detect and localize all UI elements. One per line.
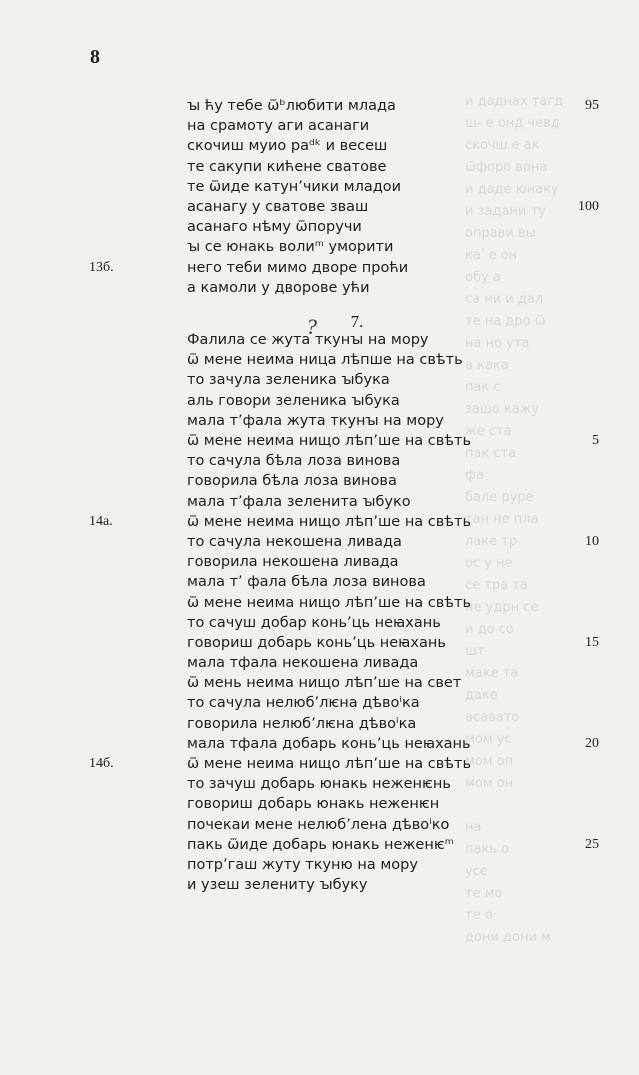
poem-line: то зачуш добарь юнакь неженѥнь — [187, 776, 451, 793]
poem-line: асанагу у сватове зваш — [187, 198, 369, 215]
poem-line: ѿ мене неима ница лѣпше на свѣть — [187, 352, 463, 369]
bleed-line: усе — [465, 864, 488, 879]
bleed-line: шт — [465, 644, 485, 659]
bleed-line: и задани ту — [465, 204, 546, 219]
poem-line: и узеш зелениту ꙑбуку — [187, 877, 368, 894]
bleed-line: са ни и дал — [465, 292, 544, 307]
poem-line: говорила некошена ливада — [187, 554, 399, 571]
poem-line: говориш добарь юнакь неженѥн — [187, 796, 440, 813]
bleed-line: же ста — [465, 424, 512, 439]
poem-line: те сакупи кићене сватове — [187, 158, 387, 175]
poem-line: ѿ мене неима нищо лѣп’ше на свѣть — [187, 513, 472, 530]
poem-line: мала тфала добарь конь’ць неꙗхань — [187, 735, 471, 752]
poem-line: то сачуш добар конь’ць неꙗхань — [187, 614, 441, 631]
bleed-line: зашо кажу — [465, 402, 540, 417]
verse-line-number: 15 — [585, 635, 599, 651]
bleed-line: и даднах тагд — [465, 94, 564, 109]
poem-line: то сачула бѣла лоза винова — [187, 453, 401, 470]
poem-line: него теби мимо дворе проћи — [187, 259, 409, 276]
bleed-line: даке — [465, 688, 498, 703]
poem-line: мала т’фала зеленита ꙑбуко — [187, 493, 411, 510]
bleed-line: пак ста — [465, 446, 517, 461]
poem-line: то зачула зеленика ꙑбука — [187, 372, 390, 389]
verse-line-number: 5 — [592, 433, 599, 449]
page-number: 8 — [90, 46, 100, 68]
bleed-line: маке та — [465, 666, 519, 681]
bleed-line: дони дони м — [465, 930, 551, 945]
poem-line: асанаго нѣму ѿпоручи — [187, 219, 362, 236]
section-number: 7. — [350, 312, 364, 331]
verse-line-number: 100 — [578, 199, 599, 214]
bleed-line: обу а — [465, 270, 501, 285]
poem-line: говориш добарь конь’ць неꙗхань — [187, 634, 446, 651]
bleed-line: те о — [465, 908, 493, 923]
poem-line: мала т’ фала бѣла лоза винова — [187, 574, 426, 591]
bleed-line: ѿфоро вона — [465, 160, 548, 175]
poem-line: ѿ мене неима нищо лѣп’ше на свѣть — [187, 594, 472, 611]
folio-label: 14а. — [89, 514, 113, 529]
bleed-line: оправи вы — [465, 226, 536, 241]
bleed-line: а кака — [465, 358, 509, 373]
poem-line: те ѿиде катун’чики младои — [187, 178, 402, 195]
poem-line: ѿ мень неима нищо лѣп’ше на свет — [187, 675, 462, 692]
handwritten-section-mark: ? — [306, 314, 317, 339]
poem-line: говорила нелюб’лѥна дѣвоⁱка — [187, 715, 417, 732]
bleed-line: бале руре — [465, 490, 534, 505]
poem-line: ꙑ се юнакь волиᵐ уморити — [187, 239, 394, 256]
bleed-line: фа — [465, 468, 485, 483]
poem-line: мала тфала некошена ливада — [187, 655, 419, 672]
bleed-line: на но ута — [465, 336, 530, 351]
poem-line: ѿ мене неима нищо лѣп’ше на свѣть — [187, 756, 472, 772]
verse-line-number: 20 — [585, 736, 599, 752]
bleed-line: пакь о — [465, 842, 510, 857]
poem-line: то сачула нелюб’лѥна дѣвоⁱка — [187, 695, 420, 712]
bleed-line: скочш е ак — [465, 138, 540, 153]
poem-line: мала т’фала жута ткунꙑ на мору — [187, 412, 444, 429]
poem-line: скочиш муио раᵈᵏ и весеш — [187, 138, 388, 155]
verse-line-number: 95 — [585, 98, 599, 113]
bleed-line: ш- е онд чевд — [465, 116, 560, 131]
poem-line: аль говори зеленика ꙑбука — [187, 392, 400, 409]
poem-line: почекаи мене нелюб’лена дѣвоⁱко — [187, 816, 450, 833]
verse-line-number: 25 — [585, 837, 599, 853]
poem-line: а камоли у дворове ући — [187, 279, 370, 296]
poem-line: пакь ѿиде добарь юнакь неженѥᵐ — [187, 836, 454, 853]
poem-line: ѿ мене неима нищо лѣп’ше на свѣть — [187, 433, 472, 449]
bleed-line: асавато — [465, 710, 520, 725]
verse-line-number: 10 — [585, 534, 599, 550]
bleed-line: те мо — [465, 886, 503, 901]
poem-line: потр’гаш жуту ткуню на мору — [187, 856, 418, 873]
bleed-line: и до со — [465, 622, 514, 637]
bleed-line: мом оп — [465, 754, 514, 769]
bleed-line: лаке тр — [465, 534, 518, 549]
bleed-line: тан не пла — [465, 512, 539, 527]
bleed-line: се тра та — [465, 578, 528, 593]
poem-line: то сачула некошена ливада — [187, 533, 402, 550]
bleed-line: пак с — [465, 380, 501, 395]
poem-line: говорила бѣла лоза винова — [187, 473, 397, 490]
bleed-line: мом ус — [465, 732, 512, 747]
bleed-line: те на дро ѿ — [465, 314, 546, 329]
poem-line: на срамоту аги асанаги — [187, 118, 370, 135]
folio-label: 14б. — [89, 756, 114, 772]
bleed-line: и даде юнаку — [465, 182, 559, 197]
bleed-line: ос у не — [465, 556, 513, 571]
folio-label: 13б. — [89, 259, 114, 275]
bleed-line: ка' е он — [465, 248, 518, 263]
bleed-line: на — [465, 820, 482, 835]
bleed-line: мом он — [465, 776, 514, 791]
bleed-line: не удрн се — [465, 600, 539, 615]
poem-line: ꙑ ћу тебе ѿᵇлюбити млада — [187, 98, 396, 114]
poem-line: Фалила се жута ткунꙑ на мору — [187, 332, 429, 349]
